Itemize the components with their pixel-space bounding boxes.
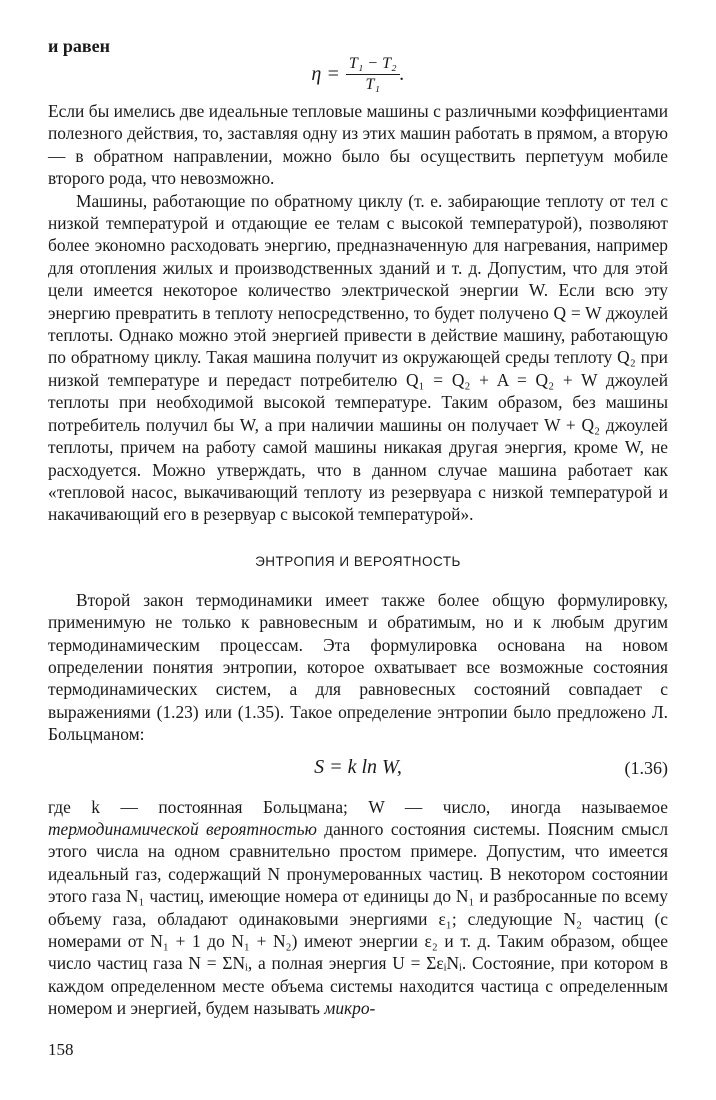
efficiency-symbol: η =	[311, 62, 340, 85]
paragraph-boltzmann	[48, 796, 668, 1020]
italic-term: термодинамической вероятностью	[48, 818, 317, 839]
paragraph-entropy-definition: Второй закон термодинамики имеет также более общую формулировку, применимую не только к равновесным и обратимым, но и к любым другим термодинамическим процессам. Эта формулировка основана на новом определении понятия энтропии, которое охватывает все возможные состояния термодинамических систем, а для равновесных состояний совпадает с выражениями (1.23) или (1.35). Такое определение энтропии было предложено Л. Больцманом:	[48, 589, 668, 745]
fraction-numerator: T₁ − T₂	[346, 55, 400, 75]
page-content	[48, 34, 668, 1020]
entropy-formula-text: S = k ln W,	[314, 755, 402, 778]
paragraph-heat-pump: Машины, работающие по обратному циклу (т. е. забирающие теплоту от тел с низкой температурой и отдающие ее телам с высокой температурой), позволяют более экономно расходовать энергию, предназначенную для нагревания, например для отопления жилых и производственных зданий и т. д. Допустим, что для этой цели имеется некоторое количество электрической энергии W. Если всю эту энергию превратить в теплоту непосредственно, то будет получено Q = W джоулей теплоты. Однако можно этой энергией привести в действие машину, работающую по обратному циклу. Такая машина получит из окружающей среды теплоту Q₂ при низкой температуре и передаст потребителю Q₁ = Q₂ + A = Q₂ + W джоулей теплоты при необходимой высокой температуре. Таким образом, без машины потребитель получил бы W, а при наличии машины он получает W + Q₂ джоулей теплоты, причем на работу самой машины никакая другая энергия, кроме W, не расходуется. Можно утверждать, что в данном случае машина работает как «тепловой насос, выкачивающий теплоту из резервуара с низкой температурой и накачивающий его в резервуар с высокой температурой».	[48, 190, 668, 525]
efficiency-formula	[48, 48, 668, 100]
entropy-formula	[48, 750, 668, 790]
paragraph-perpetuum: Если бы имелись две идеальные тепловые машины с различными коэффициентами полезного действия, то, заставляя одну из этих машин работать в прямом, а вторую — в обратном направлении, можно было бы осуществить перпетуум мобиле второго рода, что невозможно.	[48, 101, 668, 189]
lead-text: и равен	[48, 36, 110, 56]
equation-number: (1.36)	[624, 757, 668, 778]
section-heading: ЭНТРОПИЯ И ВЕРОЯТНОСТЬ	[255, 553, 461, 569]
paragraph-text-middle: данного состояния системы. Поясним смысл этого числа на одном сравнительно простом примере. Допустим, что имеется идеальный газ, содержащий N пронумерованных частиц. В некотором состоянии этого газа N₁ частиц, имеющие номера от единицы до N₁ и разбросанные по всему объему газа, обладают одинаковыми энергиями ε₁; следующие N₂ частиц (с номерами от N₁ + 1 до N₁ + N₂) имеют энергии ε₂ и т. д. Таким образом, общее число частиц газа N = ΣNᵢ, а полная энергия U = ΣεᵢNᵢ. Состояние, при котором в каждом определенном месте объема системы находится частица с определенным номером и энергией, будем называть	[48, 818, 668, 1019]
formula-period: .	[399, 62, 405, 85]
paragraph-text-start: где k — постоянная Больцмана; W — число, иногда называемое	[48, 796, 668, 817]
italic-tail: микро-	[324, 998, 376, 1019]
fraction-denominator: T₁	[365, 75, 380, 93]
page-number: 158	[48, 1040, 74, 1059]
efficiency-fraction	[346, 55, 400, 94]
